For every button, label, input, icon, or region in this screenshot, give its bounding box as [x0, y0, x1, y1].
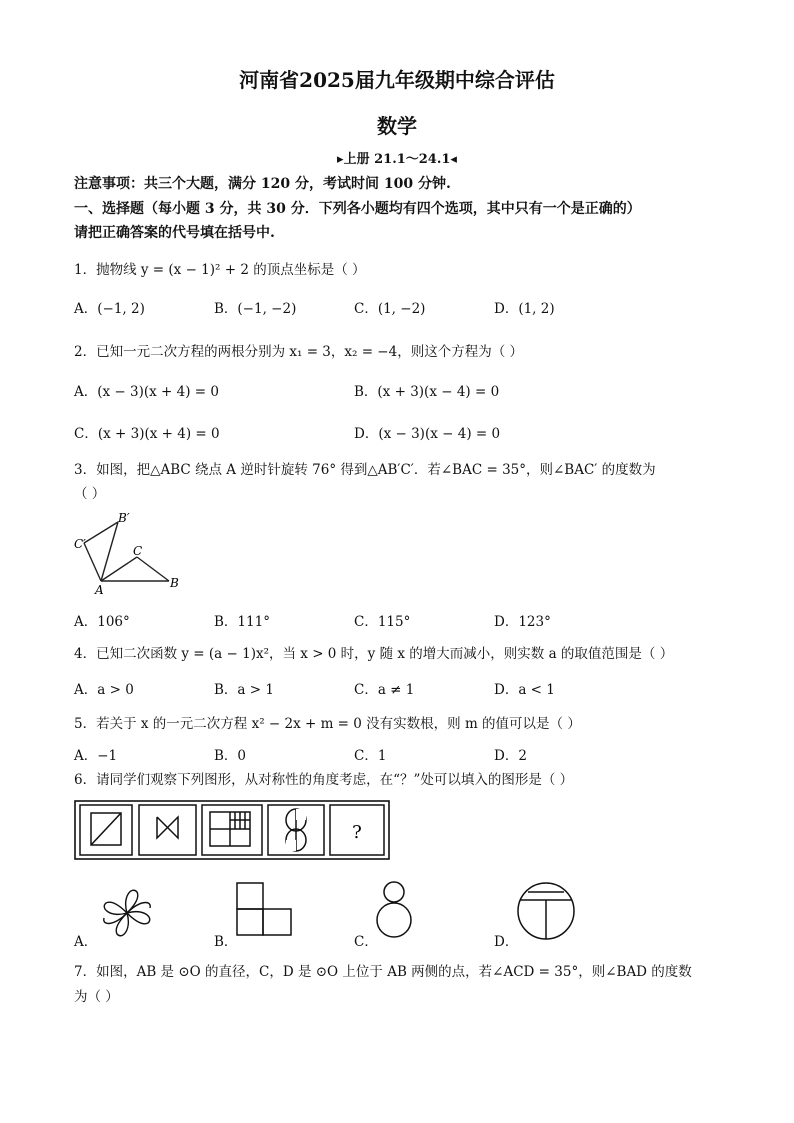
- symmetry-pattern-row: [74, 800, 390, 860]
- section-heading: 一、选择题（每小题 3 分，共 30 分．下列各小题均有四个选项，其中只有一个是正确的）: [74, 201, 641, 217]
- question-6-option-d: D．: [494, 934, 519, 950]
- question-4-option-c: C．a ≠ 1: [354, 682, 415, 698]
- question-6-stem: 6．请同学们观察下列图形，从对称性的角度考虑，在“？”处可以填入的图形是（ ）: [74, 772, 574, 788]
- label-b-prime: B′: [118, 511, 130, 525]
- question-2-option-d: D．(x − 3)(x − 4) = 0: [354, 426, 501, 442]
- question-5-option-a: A．−1: [74, 748, 118, 764]
- scope-label: ▸上册 21.1～24.1◂: [337, 152, 457, 167]
- question-4-option-a: A．a > 0: [74, 682, 134, 698]
- question-2-option-c: C．(x + 3)(x + 4) = 0: [74, 426, 220, 442]
- question-3-option-b: B．111°: [214, 614, 270, 630]
- question-3-stem-cont: （ ）: [74, 486, 106, 502]
- label-b: B: [170, 576, 179, 590]
- question-7-stem: 7．如图，AB 是 ⊙O 的直径，C，D 是 ⊙O 上位于 AB 两侧的点，若∠ACD = 35°，则∠BAD 的度数: [74, 964, 692, 980]
- question-3-option-d: D．123°: [494, 614, 551, 630]
- question-1-option-b: B．(−1, −2): [214, 301, 297, 317]
- question-6-option-a: A．: [74, 934, 98, 950]
- label-c: C: [133, 544, 143, 558]
- label-a: A: [95, 583, 104, 597]
- subject-title: 数学: [377, 114, 417, 138]
- question-5-option-c: C．1: [354, 748, 387, 764]
- pinwheel-figure: [92, 878, 162, 948]
- question-mark-cell: ?: [352, 822, 362, 843]
- question-2-option-a: A．(x − 3)(x + 4) = 0: [74, 384, 219, 400]
- question-4-stem: 4．已知二次函数 y = (a − 1)x²，当 x > 0 时，y 随 x 的增大而减小，则实数 a 的取值范围是（ ）: [74, 646, 674, 662]
- question-3-option-c: C．115°: [354, 614, 411, 630]
- question-3-option-a: A．106°: [74, 614, 130, 630]
- question-4-option-d: D．a < 1: [494, 682, 555, 698]
- rotation-triangle-figure: [70, 510, 185, 598]
- question-5-stem: 5．若关于 x 的一元二次方程 x² − 2x + m = 0 没有实数根，则 m 的值可以是（ ）: [74, 716, 581, 732]
- question-7-stem-cont: 为（ ）: [74, 989, 119, 1005]
- page-title: 河南省2025届九年级期中综合评估: [239, 68, 555, 92]
- question-1-option-c: C．(1, −2): [354, 301, 426, 317]
- l-shape-squares-figure: [234, 880, 296, 938]
- question-2-option-b: B．(x + 3)(x − 4) = 0: [354, 384, 500, 400]
- stacked-circles-figure: [372, 878, 416, 940]
- notice: 注意事项：共三个大题，满分 120 分，考试时间 100 分钟.: [74, 176, 451, 192]
- question-4-option-b: B．a > 1: [214, 682, 274, 698]
- label-c-prime: C′: [74, 537, 86, 551]
- question-3-stem: 3．如图，把△ABC 绕点 A 逆时针旋转 76° 得到△AB′C′．若∠BAC = 35°，则∠BAC′ 的度数为: [74, 462, 656, 478]
- question-1-option-d: D．(1, 2): [494, 301, 555, 317]
- question-1-option-a: A．(−1, 2): [74, 301, 145, 317]
- question-5-option-b: B．0: [214, 748, 247, 764]
- question-6-option-b: B．: [214, 934, 238, 950]
- divided-circle-figure: [514, 880, 578, 942]
- section-instruction: 请把正确答案的代号填在括号中.: [74, 225, 275, 241]
- question-6-option-c: C．: [354, 934, 378, 950]
- question-5-option-d: D．2: [494, 748, 527, 764]
- question-2-stem: 2．已知一元二次方程的两根分别为 x₁ = 3，x₂ = −4，则这个方程为（ ）: [74, 344, 523, 360]
- question-1-stem: 1．抛物线 y = (x − 1)² + 2 的顶点坐标是（ ）: [74, 262, 366, 278]
